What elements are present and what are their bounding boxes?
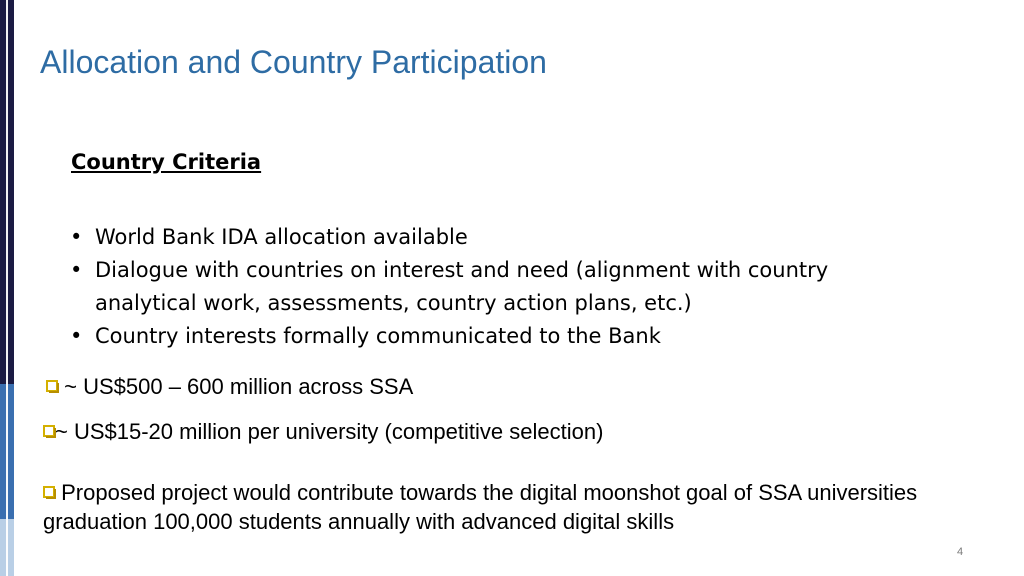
funding-total-text: ~ US$500 – 600 million across SSA bbox=[64, 374, 414, 399]
funding-per-university-text: ~ US$15-20 million per university (competitive selection) bbox=[55, 419, 604, 444]
funding-total-item bbox=[46, 374, 413, 400]
moonshot-goal-text: Proposed project would contribute towards the digital moonshot goal of SSA universities graduation 100,000 students annually with advanced digital skills bbox=[43, 480, 918, 534]
criteria-item bbox=[70, 320, 830, 353]
criteria-item bbox=[70, 221, 830, 254]
checkbox-square-icon bbox=[43, 425, 55, 437]
criteria-heading: Country Criteria bbox=[71, 150, 262, 174]
bullet-dot-icon: • bbox=[70, 225, 83, 249]
bullet-dot-icon: • bbox=[70, 324, 83, 348]
bullet-dot-icon: • bbox=[70, 258, 83, 282]
left-accent-bar bbox=[0, 0, 14, 576]
criteria-item bbox=[70, 254, 830, 320]
slide-title: Allocation and Country Participation bbox=[40, 44, 547, 80]
page-number: 4 bbox=[957, 546, 964, 558]
checkbox-square-icon bbox=[43, 486, 55, 498]
criteria-item-text: World Bank IDA allocation available bbox=[95, 225, 468, 249]
moonshot-goal-item bbox=[43, 478, 943, 536]
criteria-list bbox=[70, 221, 830, 353]
funding-per-university-item bbox=[43, 419, 603, 445]
checkbox-square-icon bbox=[46, 380, 58, 392]
criteria-item-text: Country interests formally communicated to the Bank bbox=[95, 324, 661, 348]
criteria-item-text: Dialogue with countries on interest and need (alignment with country analytical work, assessments, country action plans, etc.) bbox=[95, 258, 829, 315]
left-bar-stripe bbox=[6, 0, 8, 576]
